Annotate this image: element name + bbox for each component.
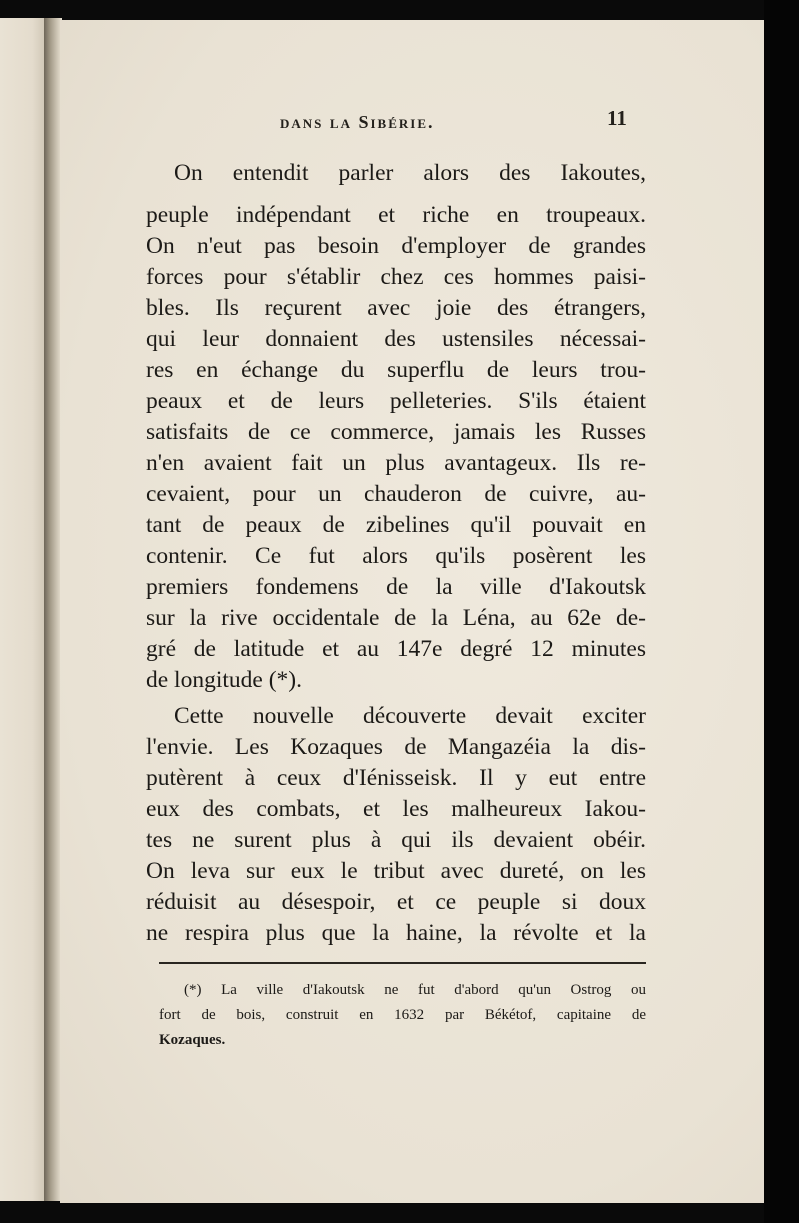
page-number: 11 xyxy=(607,106,627,130)
scan-border xyxy=(764,0,799,1223)
footnote-line: (*) La ville d'Iakoutsk ne fut d'abord qu'un Ostrog ou xyxy=(184,982,646,998)
body-line: tes ne surent plus à qui ils devaient obéir. xyxy=(146,827,646,853)
left-page-edge xyxy=(0,18,46,1201)
body-line: satisfaits de ce commerce, jamais les Russes xyxy=(146,419,646,445)
body-line: On leva sur eux le tribut avec dureté, on les xyxy=(146,858,646,884)
body-line: premiers fondemens de la ville d'Iakoutsk xyxy=(146,574,646,600)
body-line: sur la rive occidentale de la Léna, au 62e de- xyxy=(146,605,646,631)
body-line: contenir. Ce fut alors qu'ils posèrent les xyxy=(146,543,646,569)
body-line: eux des combats, et les malheureux Iakou- xyxy=(146,796,646,822)
body-line: bles. Ils reçurent avec joie des étrangers, xyxy=(146,295,646,321)
body-line: l'envie. Les Kozaques de Mangazéia la dis- xyxy=(146,734,646,760)
footnote-rule xyxy=(159,962,646,964)
body-line: n'en avaient fait un plus avantageux. Ils re- xyxy=(146,450,646,476)
body-line: peuple indépendant et riche en troupeaux. xyxy=(146,202,646,228)
body-line: de longitude (*). xyxy=(146,667,302,693)
footnote-line: Kozaques. xyxy=(159,1032,226,1048)
body-line: cevaient, pour un chauderon de cuivre, au- xyxy=(146,481,646,507)
body-line: forces pour s'établir chez ces hommes paisi- xyxy=(146,264,646,290)
body-line: On entendit parler alors des Iakoutes, xyxy=(174,160,646,186)
body-line: res en échange du superflu de leurs trou- xyxy=(146,357,646,383)
body-line: qui leur donnaient des ustensiles nécessai- xyxy=(146,326,646,352)
body-line: gré de latitude et au 147e degré 12 minutes xyxy=(146,636,646,662)
body-line: Cette nouvelle découverte devait exciter xyxy=(174,703,646,729)
body-line: tant de peaux de zibelines qu'il pouvait en xyxy=(146,512,646,538)
footnote-line: fort de bois, construit en 1632 par Békétof, capitaine de xyxy=(159,1007,646,1023)
running-head: dans la Sibérie. xyxy=(280,112,435,132)
book-page xyxy=(60,20,764,1203)
body-line: ne respira plus que la haine, la révolte et la xyxy=(146,920,646,946)
body-line: putèrent à ceux d'Iénisseisk. Il y eut entre xyxy=(146,765,646,791)
body-line: peaux et de leurs pelleteries. S'ils étaient xyxy=(146,388,646,414)
body-line: réduisit au désespoir, et ce peuple si doux xyxy=(146,889,646,915)
body-line: On n'eut pas besoin d'employer de grandes xyxy=(146,233,646,259)
